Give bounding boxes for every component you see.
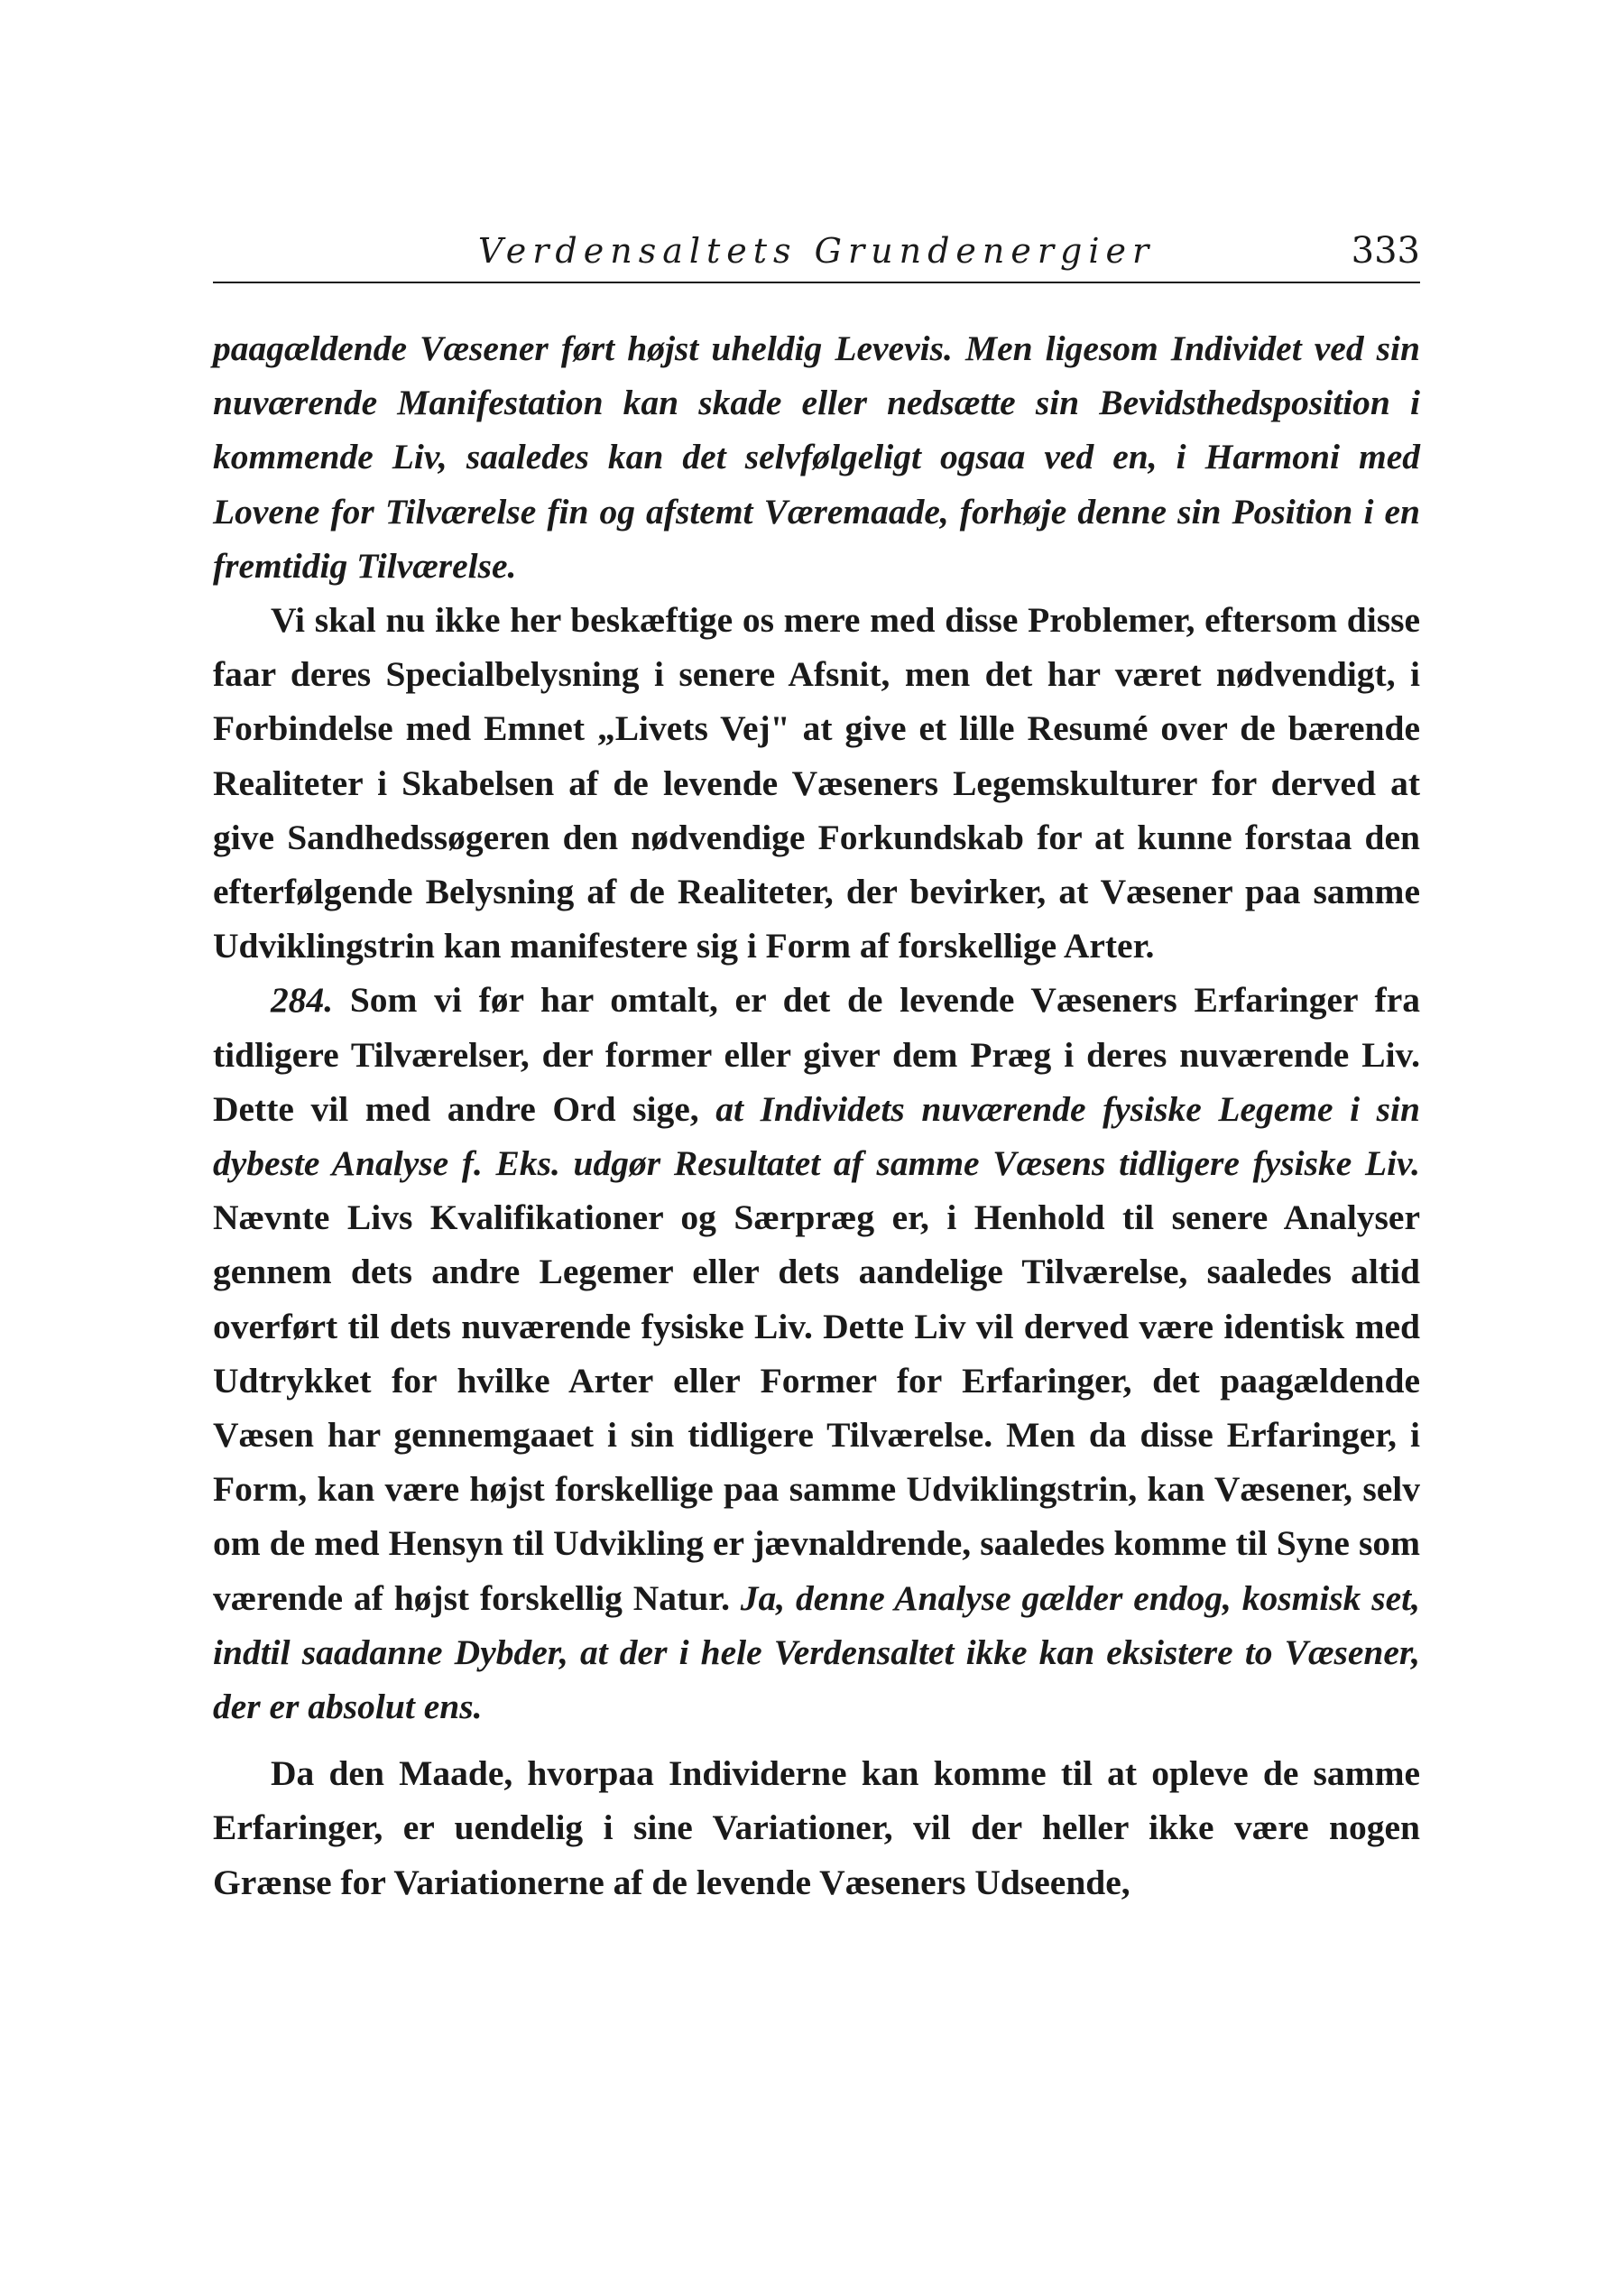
- paragraph-3-text-a: Som vi før har omtalt, er det de levende Væseners Erfaringer fra tidligere Tilværelser, der former eller giver dem Præg i deres nuværende Liv. Dette vil med andre Ord sige,: [213, 980, 1420, 1129]
- running-title: Verdensaltets Grundenergier: [477, 231, 1156, 271]
- section-number: 284.: [271, 980, 334, 1021]
- paragraph-3-emphasis-b: Ja, denne Analyse gælder endog, kosmisk set, indtil saadanne Dybder, at der i hele Verdensaltet ikke kan eksistere to Væsener, der er absolut ens.: [213, 1577, 1420, 1727]
- page-number: 333: [1351, 230, 1420, 272]
- header-rule: [213, 282, 1420, 283]
- paragraph-1-text: paagældende Væsener ført højst uheldig Levevis. Men ligesom Individet ved sin nuværende Manifestation kan skade eller nedsætte sin Bevidsthedsposition i kommende Liv, saaledes kan det selvfølgeligt ogsaa ved en, i Harmoni med Lovene for Tilværelse fin og afstemt Væremaade, forhøje denne sin Position i en fremtidig Tilværelse.: [213, 328, 1420, 586]
- paragraph-2-text: Vi skal nu ikke her beskæftige os mere med disse Problemer, eftersom disse faar deres Specialbelysning i senere Afsnit, men det har været nødvendigt, i Forbindelse med Emnet „Livets Vej" at give et lille Resumé over de bærende Realiteter i Skabelsen af de levende Væseners Legemskulturer for derved at give Sandhedssøgeren den nødvendige Forkundskab for at kunne forstaa den efterfølgende Belysning af de Realiteter, der bevirker, at Væsener paa samme Udviklingstrin kan manifestere sig i Form af forskellige Arter.: [213, 600, 1420, 966]
- paragraph-3-emphasis-a: at Individets nuværende fysiske Legeme i sin dybeste Analyse f. Eks. udgør Resultatet af samme Væsens tidligere fysiske Liv.: [213, 1088, 1421, 1184]
- paragraph-4: [213, 1746, 1420, 1909]
- paragraph-3: [213, 973, 1420, 1734]
- paragraph-1: [213, 321, 1420, 593]
- paragraph-3-text-b: Nævnte Livs Kvalifikationer og Særpræg er, i Henhold til senere Analyser gennem dets andre Legemer eller dets aandelige Tilværelse, saaledes altid overført til dets nuværende fysiske Liv. Dette Liv vil derved være identisk med Udtrykket for hvilke Arter eller Former for Erfaringer, det paagældende Væsen har gennemgaaet i sin tidligere Tilværelse. Men da disse Erfaringer, i Form, kan være højst forskellige paa samme Udviklingstrin, kan Væsener, selv om de med Hensyn til Udvikling er jævnaldrende, saaledes komme til Syne som værende af højst forskellig Natur.: [213, 1197, 1420, 1618]
- paragraph-2: [213, 593, 1420, 973]
- body-text: [213, 321, 1420, 1909]
- paragraph-4-text: Da den Maade, hvorpaa Individerne kan komme til at opleve de samme Erfaringer, er uendelig i sine Variationer, vil der heller ikke være nogen Grænse for Variationerne af de levende Væseners Udseende,: [213, 1753, 1420, 1902]
- running-head: [213, 227, 1420, 282]
